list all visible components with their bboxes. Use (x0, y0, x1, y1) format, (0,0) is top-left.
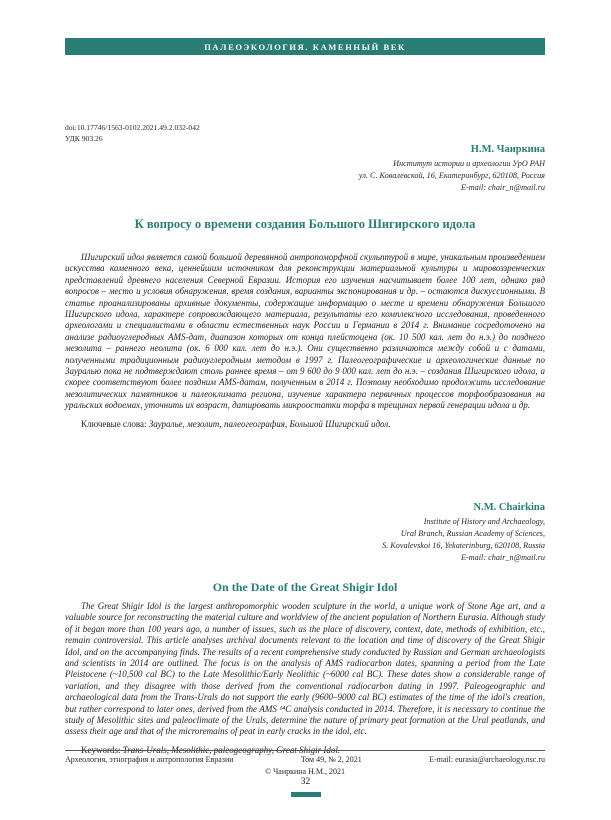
journal-name: Археология, этнография и антропология Евразии (65, 755, 234, 764)
author-block-en (65, 502, 545, 564)
page-number: 32 (300, 777, 311, 787)
doi-line: doi:10.17746/1563-0102.2021.49.2.032-042 (65, 123, 200, 132)
keywords-ru (65, 419, 545, 430)
footer-row (65, 755, 545, 764)
section-label: ПАЛЕОЭКОЛОГИЯ. КАМЕННЫЙ ВЕК (204, 42, 406, 52)
abstract-ru: Шигирский идол является самой большой деревянной антропоморфной скульптурой в мире, уникальным произведением искусства каменного века, ценнейшим источником для реконструкции материальной культуры и мировоззренческих представлений древнего населения Северной Евразии. История его изучения насчитывает более 100 лет, однако ряд вопросов – место и условия обнаружения, время создания, варианты экспонирования и др. – остаются дискуссионными. В статье проанализированы архивные документы, содержащие информацию о месте и времени обнаружения Большого Шигирского идола, характере сопровождающего материала, результаты его комплексного исследования, проведенного археологами и специалистами в области естественных наук России и Германии в 2014 г. Внимание сосредоточено на анализе радиоуглеродных AMS-дат, диапазон которых от конца плейстоцена (ок. 10 500 кал. лет до н.э.) до позднего мезолита – раннего неолита (ок. 6 000 кал. лет до н.э.). Они существенно различаются между собой и с датами, полученными традиционным радиоуглеродным методом в 1997 г. Палеогеографические и археологические данные по Зауралью пока не подтверждают столь раннее время – от 9 600 до 9 000 кал. лет до н.э. – создания Шигирского идола, а скорее соответствуют более поздним AMS-датам, полученным в 2014 г. Поэтому необходимо продолжить исследование мезолитических памятников и палеоклимата региона, изучение характера первичных процессов торфообразования на уральских водоемах, уточнить их возраст, датировать микроостатки торфа в трещинах первой генерации идола и др. (65, 252, 545, 411)
author-email-ru: E-mail: chair_n@mail.ru (461, 182, 545, 192)
keywords-label-en: Keywords: (81, 744, 121, 755)
page-footer (65, 750, 545, 776)
udk-line: УДК 903.26 (65, 134, 103, 143)
section-header-band (65, 38, 545, 55)
keywords-text-ru: Зауралье, мезолит, палеогеография, Большой Шигирский идол. (148, 418, 391, 429)
abstract-block-en (65, 601, 545, 756)
affiliation-line: S. Kovalevskoi 16, Yekaterinburg, 620108, Russia (382, 540, 545, 550)
article-title-ru: К вопросу о времени создания Большого Шигирского идола (134, 217, 476, 231)
affiliation-line: ул. С. Ковалевской, 16, Екатеринбург, 620108, Россия (358, 170, 545, 180)
affiliation-line: Institute of History and Archaeology, (423, 517, 545, 526)
abstract-en: The Great Shigir Idol is the largest anthropomorphic wooden sculpture in the world, a unique work of Stone Age art, and a valuable source for reconstructing the material culture and worldview of the ancient population of Northern Eurasia. Although study of it began more than 100 years ago, a number of issues, such as the place of discovery, context, date, methods of exhibition, etc., remain controversial. This article analyses archival documents relevant to the location and time of discovery of the Great Shigir Idol, and on the accompanying finds. The results of a recent comprehensive study conducted by Russian and German archaeologists and scientists in 2014 are outlined. The focus is on the analysis of AMS radiocarbon dates, spanning a period from the Late Pleistocene (~10,500 cal BC) to the Late Mesolithic/Early Neolithic (~6000 cal BC). These dates show a considerable range of variation, and they disagree with those derived from the conventional radiocarbon dating in 1997. Paleogeographic and archaeological data from the Trans-Urals do not support the early (9600–9000 cal BC) estimates of the time of the idol's creation, but rather correspond to later ones, derived from the AMS ¹⁴C analysis conducted in 2014. Therefore, it is necessary to continue the study of Mesolithic sites and paleoclimate of the Urals, determine the nature of primary peat formation at the Ural peatlands, and assess their age and that of the microremains of peat in early cracks in the idol, etc. (65, 601, 545, 737)
copyright-line: © Чаиркина Н.М., 2021 (265, 767, 345, 776)
keywords-label-ru: Ключевые слова: (81, 418, 147, 429)
page-number-bar (291, 792, 321, 797)
affiliation-line: Институт истории и археологии УрО РАН (393, 159, 545, 168)
affiliation-line: Ural Branch, Russian Academy of Sciences, (400, 528, 545, 538)
author-name-ru: Н.М. Чаиркина (470, 144, 545, 155)
journal-email: E-mail: eurasia@archaeology.nsc.ru (429, 755, 545, 764)
article-meta (65, 122, 200, 144)
abstract-block-ru (65, 252, 545, 430)
article-title-en: On the Date of the Great Shigir Idol (212, 580, 398, 594)
author-email-en: E-mail: chair_n@mail.ru (461, 552, 545, 562)
author-name-en: N.M. Chairkina (473, 502, 545, 513)
keywords-text-en: Trans-Urals, Mesolithic, paleogeography, Great Shigir Idol. (122, 744, 341, 755)
issue-info: Том 49, № 2, 2021 (300, 755, 362, 764)
author-block-ru (65, 144, 545, 194)
